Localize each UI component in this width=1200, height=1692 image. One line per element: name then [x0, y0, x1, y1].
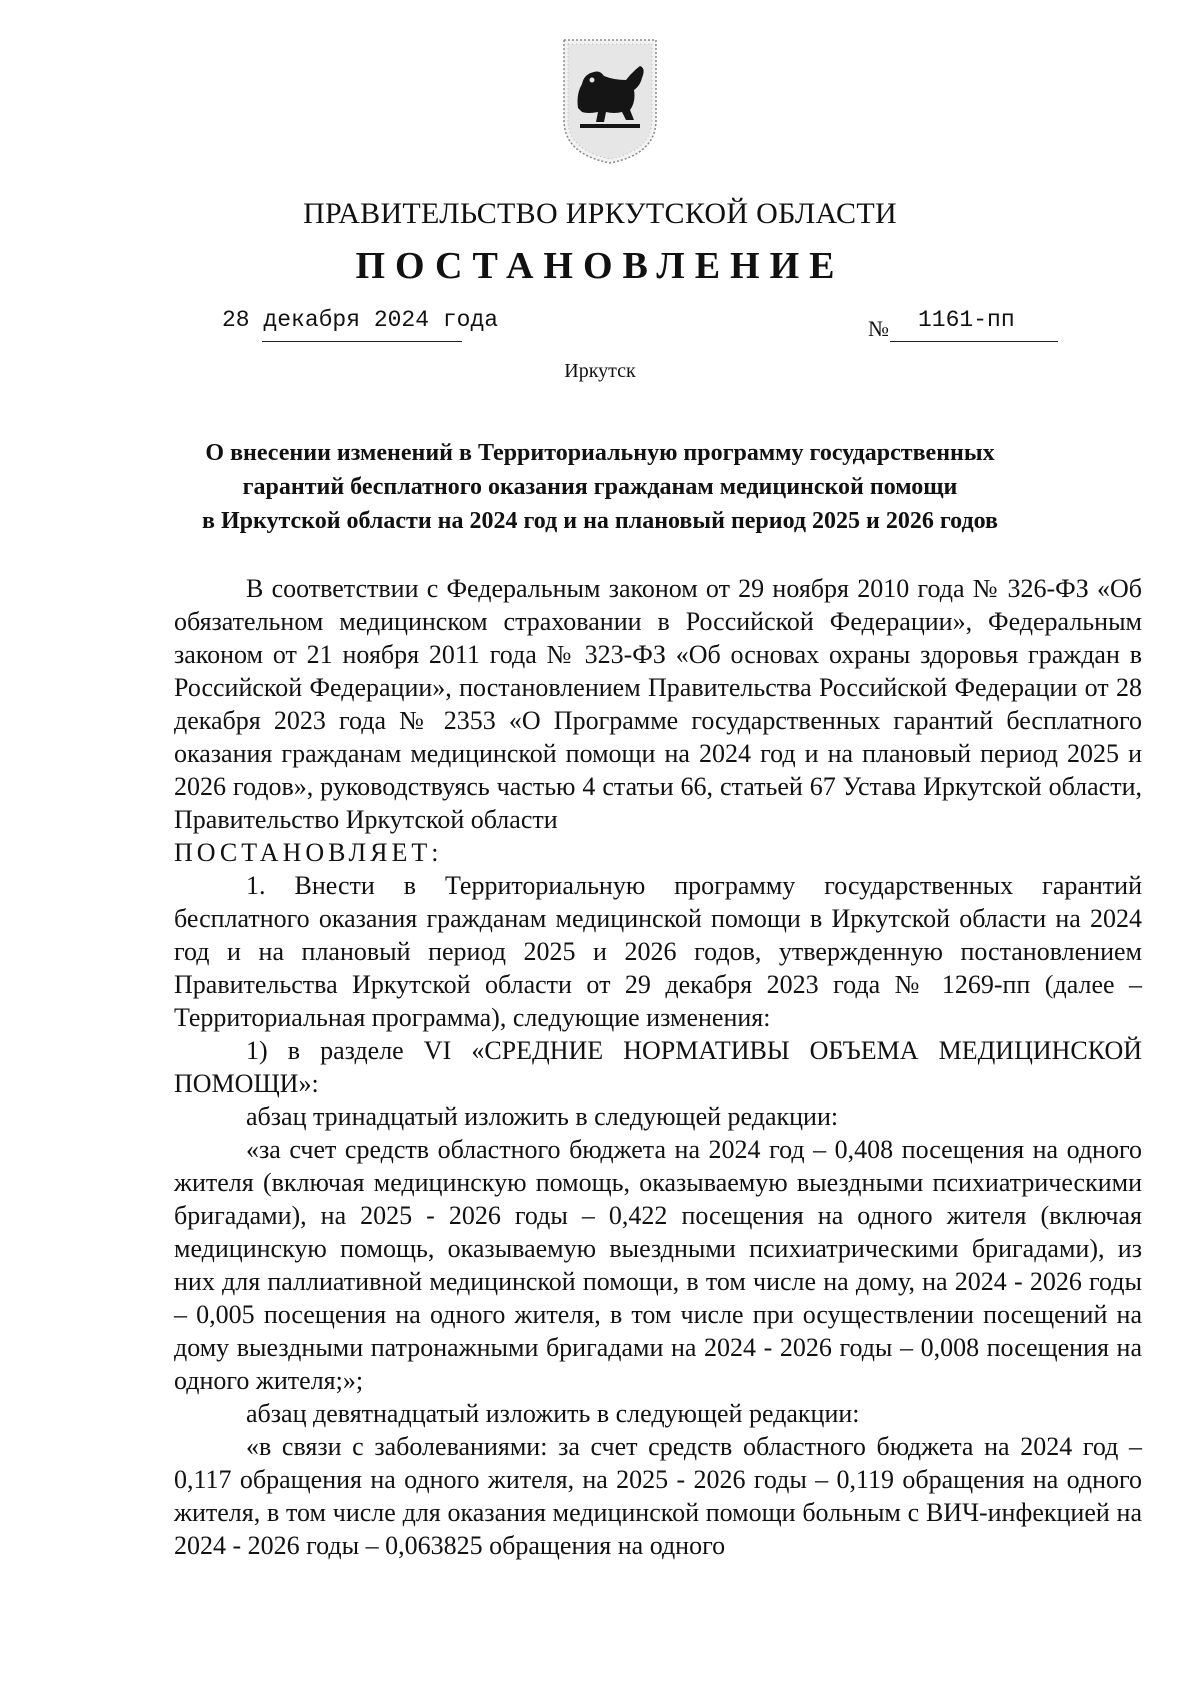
- heading-line: гарантий бесплатного оказания гражданам медицинской помощи: [242, 474, 958, 500]
- government-name: ПРАВИТЕЛЬСТВО ИРКУТСКОЙ ОБЛАСТИ: [303, 197, 897, 230]
- amendment-paragraph: абзац тринадцатый изложить в следующей редакции:: [246, 1102, 839, 1131]
- heading-line: О внесении изменений в Территориальную программу государственных: [205, 440, 995, 466]
- document-heading: [160, 436, 1040, 538]
- quote-paragraph: «за счет средств областного бюджета на 2024 год – 0,408 посещения на одного жителя (включая медицинскую помощь, оказываемую выездными психиатрическими бригадами), на 2025 - 2026 годы – 0,422 посещения на одного жителя (включая медицинскую помощь, оказываемую выездными психиатрическими бригадами), из них для паллиативной медицинской помощи, в том числе на дому, на 2024 - 2026 годы – 0,005 посещения на одного жителя, в том числе при осуществлении посещений на дому выездными патронажными бригадами на 2024 - 2026 годы – 0,008 посещения на одного жителя;»;: [174, 1135, 1142, 1395]
- document-date: 28 декабря 2024 года: [222, 307, 499, 333]
- number-label: №: [868, 316, 889, 341]
- subitem-1-paragraph: 1) в разделе VI «СРЕДНИЕ НОРМАТИВЫ ОБЪЕМА МЕДИЦИНСКОЙ ПОМОЩИ»:: [174, 1036, 1142, 1098]
- item-1-paragraph: 1. Внести в Территориальную программу государственных гарантий бесплатного оказания гражданам медицинской помощи в Иркутской области на 2024 год и на плановый период 2025 и 2026 годов, утвержденную постановлением Правительства Иркутской области от 29 декабря 2023 года № 1269-пп (далее – Территориальная программа), следующие изменения:: [174, 871, 1142, 1032]
- date-underline: [262, 341, 462, 342]
- decree-word: ПОСТАНОВЛЯЕТ:: [174, 838, 443, 867]
- heading-line: в Иркутской области на 2024 год и на плановый период 2025 и 2026 годов: [201, 508, 998, 534]
- document-number: 1161-пп: [918, 307, 1015, 333]
- number-underline: [890, 341, 1058, 342]
- preamble-paragraph: В соответствии с Федеральным законом от 29 ноября 2010 года № 326-ФЗ «Об обязательном медицинском страховании в Российской Федерации», Федеральным законом от 21 ноября 2011 года № 323-ФЗ «Об основах охраны здоровья граждан в Российской Федерации», постановлением Правительства Российской Федерации от 28 декабря 2023 года № 2353 «О Программе государственных гарантий бесплатного оказания гражданам медицинской помощи на 2024 год и на плановый период 2025 и 2026 годов», руководствуясь частью 4 статьи 66, статьей 67 Устава Иркутской области, Правительство Иркутской области: [174, 574, 1142, 834]
- amendment-paragraph: абзац девятнадцатый изложить в следующей редакции:: [246, 1399, 860, 1428]
- city-name: Иркутск: [564, 360, 636, 382]
- document-body: [174, 572, 1142, 1562]
- quote-paragraph: «в связи с заболеваниями: за счет средств областного бюджета на 2024 год – 0,117 обращения на одного жителя, на 2025 - 2026 годы – 0,119 обращения на одного жителя, в том числе для оказания медицинской помощи больным с ВИЧ-инфекцией на 2024 - 2026 годы – 0,063825 обращения на одного: [174, 1432, 1142, 1560]
- coat-of-arms-icon: [560, 36, 660, 166]
- document-type-title: ПОСТАНОВЛЕНИЕ: [355, 245, 845, 287]
